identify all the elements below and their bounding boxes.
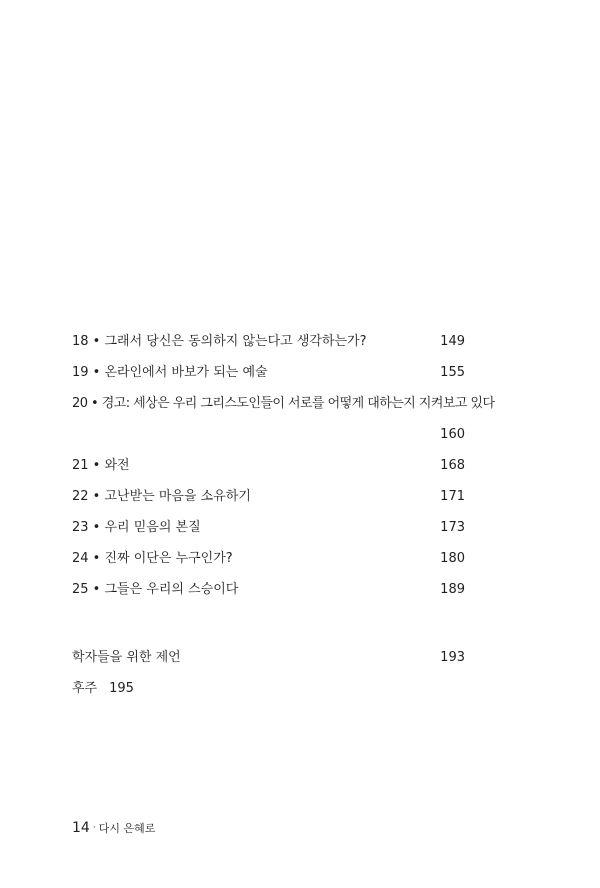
toc-entry-21[interactable] — [72, 450, 465, 481]
toc-entry-23[interactable] — [72, 512, 465, 543]
toc-entry-title: 20 • 경고: 세상은 우리 그리스도인들이 서로를 어떻게 대하는지 지켜보고 있다 — [72, 396, 495, 411]
toc-entry-page: 149 — [440, 334, 465, 349]
toc-entry-title: 19 • 온라인에서 바보가 되는 예술 — [72, 365, 268, 380]
toc-entry-title: 24 • 진짜 이단은 누구인가? — [72, 551, 233, 566]
toc-entry-page: 168 — [440, 458, 465, 473]
toc-entry-22[interactable] — [72, 481, 465, 512]
toc-entry-25[interactable] — [72, 574, 465, 605]
toc-entry-title: 후주 — [72, 681, 98, 696]
toc-entry-title: 25 • 그들은 우리의 스승이다 — [72, 582, 239, 597]
toc-entry-page: 173 — [440, 520, 465, 535]
running-book-title: 다시 은혜로 — [98, 822, 156, 835]
toc-entry-page: 180 — [440, 551, 465, 566]
section-gap — [72, 605, 465, 642]
toc-entry-20[interactable] — [72, 388, 495, 450]
page-footer — [72, 820, 155, 836]
toc-entry-scholars[interactable] — [72, 642, 465, 673]
toc-entry-18[interactable] — [72, 326, 465, 357]
toc-entry-page: 193 — [440, 650, 465, 665]
toc-entry-19[interactable] — [72, 357, 465, 388]
toc-entry-page: 195 — [109, 681, 134, 696]
toc-entry-title: 23 • 우리 믿음의 본질 — [72, 520, 201, 535]
toc-entry-title: 21 • 와전 — [72, 458, 130, 473]
toc-entry-page: 160 — [440, 427, 465, 442]
toc-entry-endnotes[interactable] — [72, 673, 465, 704]
toc-entry-24[interactable] — [72, 543, 465, 574]
toc-entry-title: 22 • 고난받는 마음을 소유하기 — [72, 489, 251, 504]
footer-separator: · — [92, 823, 96, 833]
toc-entry-title: 학자들을 위한 제언 — [72, 650, 181, 665]
toc-entry-page: 189 — [440, 582, 465, 597]
toc-entry-page: 155 — [440, 365, 465, 380]
toc-entry-page: 171 — [440, 489, 465, 504]
table-of-contents — [72, 326, 495, 704]
toc-entry-title: 18 • 그래서 당신은 동의하지 않는다고 생각하는가? — [72, 334, 367, 349]
page-number: 14 — [72, 820, 90, 836]
